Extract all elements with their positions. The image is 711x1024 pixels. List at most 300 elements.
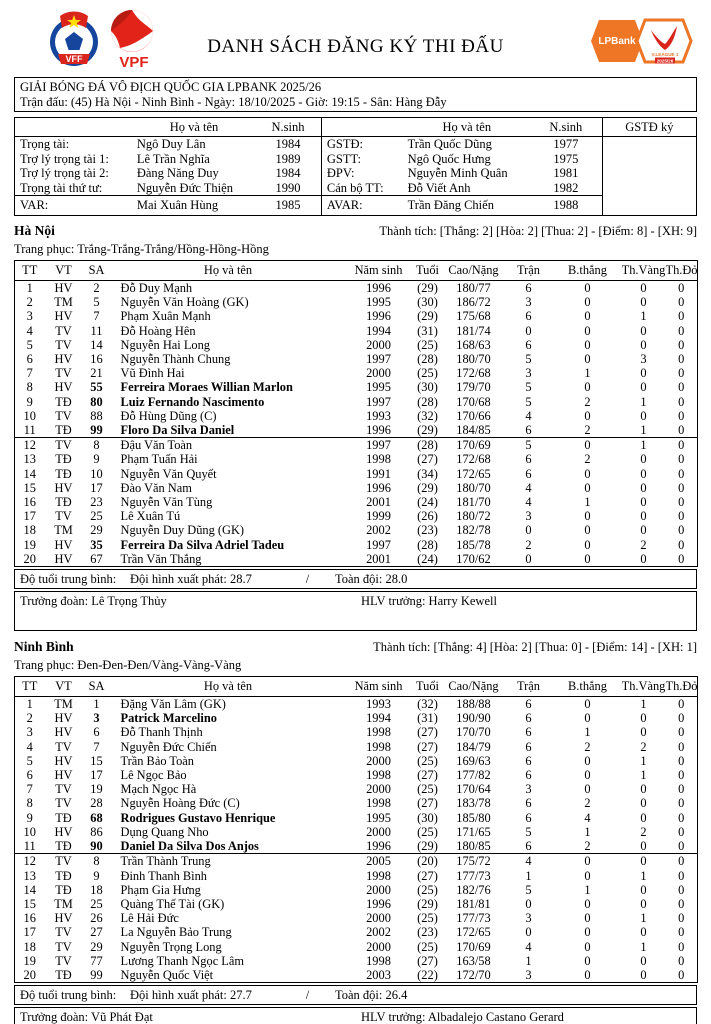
player-cell: 2 — [93, 281, 100, 295]
player-cell: 0 — [584, 697, 591, 712]
player-cell: 177/73 — [456, 911, 491, 926]
player-cell: (34) — [417, 466, 438, 481]
player-cell: 0 — [640, 380, 647, 395]
player-cell: 1 — [640, 768, 647, 783]
official-cell: Đàng Năng Duy — [136, 166, 219, 180]
player-cell: 0 — [678, 323, 685, 338]
player-cell: 0 — [584, 295, 591, 310]
player-cell: 0 — [640, 810, 647, 825]
player-cell: 0 — [584, 953, 591, 968]
player-cell: 15 — [90, 753, 103, 768]
player-cell: HV — [54, 768, 73, 783]
player-cell: 3 — [525, 366, 532, 381]
player-cell: 182/76 — [456, 882, 491, 897]
player-cell: 3 — [525, 509, 532, 524]
player-cell: 8 — [26, 796, 33, 811]
official-cell: Lê Trần Nghĩa — [136, 151, 210, 166]
player-cell: 175/72 — [444, 854, 504, 869]
player-cell: 0 — [678, 537, 685, 552]
player-cell: 0 — [678, 452, 685, 467]
official-cell: VAR: — [15, 196, 133, 216]
player-cell: 6 — [93, 725, 100, 740]
player-cell: TV — [55, 953, 72, 968]
player-cell: 1 — [640, 697, 647, 712]
officials-header-birth: N.sinh — [530, 118, 602, 137]
player-cell: 172/68 — [456, 366, 491, 381]
player-cell: 1997 — [366, 537, 391, 552]
player-cell: 1995 — [366, 810, 391, 825]
player-cell: 4 — [504, 854, 554, 869]
player-cell: 3 — [640, 352, 647, 367]
player-cell: 186/72 — [456, 295, 491, 310]
player-name: Phạm Tuấn Hải — [120, 452, 198, 467]
player-cell: TĐ — [55, 882, 72, 897]
player-row — [15, 409, 698, 423]
player-name: Vũ Đình Hai — [120, 366, 185, 381]
player-cell: 0 — [640, 366, 647, 381]
player-cell: 2002 — [366, 523, 391, 538]
player-row — [15, 324, 698, 338]
player-cell: 0 — [678, 352, 685, 367]
player-cell: 55 — [90, 380, 103, 395]
player-cell: 0 — [584, 925, 591, 940]
match-info-box — [14, 77, 697, 112]
player-cell: 2 — [584, 739, 591, 754]
player-name: Nguyễn Thành Chung — [120, 352, 231, 367]
player-cell: 18 — [23, 523, 36, 538]
player-cell: (30) — [417, 295, 438, 310]
player-cell: 5 — [525, 394, 532, 409]
player-cell: 1 — [584, 366, 591, 381]
player-cell: 0 — [640, 495, 647, 510]
player-cell: 0 — [640, 839, 647, 854]
column-header: Tuổi — [412, 677, 444, 697]
player-cell: (32) — [417, 408, 438, 423]
player-cell: 3 — [93, 711, 100, 726]
player-cell: (25) — [417, 782, 438, 797]
player-cell: 0 — [584, 911, 591, 926]
player-row — [15, 897, 698, 911]
player-cell: 1 — [622, 438, 666, 453]
player-cell: HV — [54, 537, 73, 552]
player-cell: 2 — [584, 839, 591, 854]
player-cell: 4 — [525, 480, 532, 495]
player-row — [15, 869, 698, 883]
player-cell: 6 — [525, 697, 532, 712]
player-cell: 0 — [584, 967, 591, 982]
player-cell: TV — [55, 408, 72, 423]
player-cell: 0 — [640, 466, 647, 481]
player-cell: 1 — [93, 697, 100, 712]
player-cell: 8 — [26, 380, 33, 395]
player-cell: (32) — [417, 697, 438, 712]
players-header-row — [15, 677, 698, 697]
officials-table — [14, 117, 697, 216]
official-cell: Trợ lý trọng tài 2: — [20, 166, 109, 180]
player-cell: 2000 — [366, 366, 391, 381]
player-cell: 20 — [23, 551, 36, 566]
player-cell: 1998 — [366, 768, 391, 783]
official-cell: 1984 — [255, 166, 321, 181]
player-cell: 90 — [90, 839, 103, 854]
player-cell: 172/65 — [456, 466, 491, 481]
player-cell: 67 — [90, 551, 103, 566]
player-name: Daniel Da Silva Dos Anjos — [120, 839, 259, 854]
official-cell: 1975 — [530, 152, 602, 167]
player-cell: (27) — [417, 739, 438, 754]
player-cell: 1998 — [366, 725, 391, 740]
player-cell: TĐ — [55, 394, 72, 409]
player-cell: (28) — [412, 438, 444, 453]
player-cell: TV — [55, 337, 72, 352]
player-cell: 6 — [525, 452, 532, 467]
officials-body — [15, 137, 697, 216]
player-row — [15, 711, 698, 725]
player-cell: 1 — [640, 868, 647, 883]
player-cell: 6 — [26, 352, 33, 367]
team-record: Thành tích: [Thắng: 4] [Hòa: 2] [Thua: 0] - [Điểm: 14] - [XH: 1] — [373, 640, 697, 655]
player-row — [15, 740, 698, 754]
player-cell: 15 — [23, 480, 36, 495]
player-cell: 6 — [26, 768, 33, 783]
player-cell: 5 — [525, 352, 532, 367]
player-cell: TV — [45, 438, 83, 453]
player-cell: 172/65 — [456, 925, 491, 940]
player-cell: 3 — [525, 782, 532, 797]
player-cell: 2 — [26, 295, 33, 310]
player-row — [15, 452, 698, 466]
player-cell: 0 — [678, 495, 685, 510]
player-cell: 179/70 — [456, 380, 491, 395]
player-row — [15, 968, 698, 983]
player-cell: (25) — [417, 824, 438, 839]
player-cell: 3 — [26, 309, 33, 324]
player-cell: 184/79 — [456, 739, 491, 754]
player-cell: 0 — [678, 839, 685, 854]
player-cell: 0 — [678, 295, 685, 310]
official-row — [15, 166, 697, 181]
player-name: Nguyễn Hai Long — [120, 337, 210, 352]
var-row — [15, 196, 697, 216]
player-cell: HV — [54, 380, 73, 395]
player-cell: 99 — [90, 423, 103, 438]
player-cell: 28 — [90, 796, 103, 811]
player-cell: 2000 — [366, 337, 391, 352]
player-cell: (28) — [417, 352, 438, 367]
player-cell: 0 — [640, 711, 647, 726]
player-cell: 2 — [640, 824, 647, 839]
team-record: Thành tích: [Thắng: 2] [Hòa: 2] [Thua: 2] - [Điểm: 8] - [XH: 9] — [379, 224, 697, 238]
player-cell: 180/77 — [456, 281, 491, 295]
player-cell: 6 — [525, 423, 532, 438]
official-cell: 1984 — [255, 137, 321, 152]
player-row — [15, 854, 698, 869]
player-cell: 175/68 — [456, 309, 491, 324]
average-age-row — [14, 569, 697, 589]
official-row — [15, 137, 697, 152]
player-cell: 1 — [640, 423, 647, 438]
player-cell: TM — [54, 523, 73, 538]
player-name: Nguyễn Văn Tùng — [120, 495, 213, 510]
player-cell: 2002 — [366, 925, 391, 940]
player-cell: HV — [54, 480, 73, 495]
player-cell: 1991 — [366, 466, 391, 481]
player-row — [15, 883, 698, 897]
player-cell: 1 — [640, 753, 647, 768]
player-cell: 180/85 — [456, 839, 491, 854]
player-cell: TV — [55, 366, 72, 381]
player-name: Rodrigues Gustavo Henrique — [120, 810, 276, 825]
player-cell: 23 — [90, 495, 103, 510]
player-name: Trần Bảo Toàn — [120, 753, 194, 768]
column-header: B.thắng — [554, 677, 622, 697]
player-cell: (30) — [417, 810, 438, 825]
player-cell: 0 — [678, 366, 685, 381]
official-cell: 1981 — [530, 166, 602, 181]
player-cell: 2003 — [366, 967, 391, 982]
player-cell: 5 — [525, 882, 532, 897]
player-cell: 1996 — [366, 480, 391, 495]
player-cell: 0 — [678, 810, 685, 825]
player-row — [15, 911, 698, 925]
player-cell: 0 — [678, 739, 685, 754]
player-row — [15, 782, 698, 796]
player-cell: 1 — [640, 939, 647, 954]
player-cell: (25) — [417, 911, 438, 926]
player-cell: 68 — [90, 810, 103, 825]
player-cell: 0 — [640, 337, 647, 352]
player-cell: 183/78 — [456, 796, 491, 811]
player-cell: 0 — [678, 551, 685, 566]
player-cell: 0 — [584, 782, 591, 797]
player-cell: 1999 — [366, 509, 391, 524]
player-row — [15, 352, 698, 366]
player-cell: (25) — [417, 366, 438, 381]
player-cell: 0 — [584, 337, 591, 352]
player-cell: 1995 — [366, 380, 391, 395]
player-cell: 0 — [640, 782, 647, 797]
player-cell: 1997 — [366, 352, 391, 367]
player-cell: 5 — [504, 438, 554, 453]
player-row — [15, 825, 698, 839]
player-cell: (27) — [417, 768, 438, 783]
player-cell: 0 — [584, 408, 591, 423]
avg-age-full-squad: Toàn đội: 26.4 — [335, 987, 408, 1002]
player-row — [15, 281, 698, 296]
staff-row — [14, 1007, 697, 1024]
player-cell: TM — [54, 295, 73, 310]
official-cell: 1985 — [255, 196, 321, 216]
subs-body — [15, 438, 698, 567]
player-name: Trần Văn Thắng — [120, 551, 202, 566]
player-cell: 27 — [90, 925, 103, 940]
player-cell: HV — [54, 309, 73, 324]
player-cell: 1 — [26, 281, 33, 295]
player-cell: HV — [54, 911, 73, 926]
player-cell: 2 — [26, 711, 33, 726]
player-cell: 3 — [525, 911, 532, 926]
player-cell: 1993 — [366, 408, 391, 423]
player-name: Đỗ Hùng Dũng (C) — [120, 408, 217, 423]
player-cell: 1996 — [366, 839, 391, 854]
player-cell: 4 — [525, 408, 532, 423]
player-cell: (28) — [417, 537, 438, 552]
player-row — [15, 538, 698, 552]
player-cell: 2000 — [366, 753, 391, 768]
player-cell: 0 — [584, 480, 591, 495]
player-cell: (27) — [417, 796, 438, 811]
player-cell: 10 — [23, 408, 36, 423]
player-row — [15, 467, 698, 481]
player-cell: 14 — [90, 337, 103, 352]
player-cell: (27) — [417, 868, 438, 883]
player-cell: 1995 — [366, 295, 391, 310]
column-header: Họ và tên — [111, 261, 346, 281]
avg-age-full-squad: Toàn đội: 28.0 — [335, 571, 408, 586]
player-cell: 0 — [622, 854, 666, 869]
player-cell: 0 — [678, 796, 685, 811]
head-coach: HLV trưởng: Albadalejo Castano Gerard — [361, 1010, 564, 1024]
player-name: Nguyễn Duy Dũng (GK) — [120, 523, 245, 538]
player-cell: 181/74 — [456, 323, 491, 338]
player-cell: 0 — [640, 953, 647, 968]
player-cell: 1998 — [366, 796, 391, 811]
players-table-header — [15, 261, 698, 281]
player-cell: 1996 — [366, 896, 391, 911]
player-cell: 0 — [666, 438, 698, 453]
player-cell: 4 — [525, 939, 532, 954]
player-name: Lương Thanh Ngọc Lâm — [120, 953, 244, 968]
player-name: Lê Hải Đức — [120, 911, 179, 926]
player-cell: 5 — [93, 295, 100, 310]
player-cell: 2001 — [366, 495, 391, 510]
player-cell: TĐ — [55, 466, 72, 481]
official-cell: Trần Quốc Dũng — [407, 137, 492, 151]
player-cell: 0 — [678, 281, 685, 295]
player-cell: 2000 — [366, 911, 391, 926]
column-header: Cao/Nặng — [444, 677, 504, 697]
player-cell: 13 — [23, 452, 36, 467]
player-cell: 1998 — [366, 739, 391, 754]
player-row — [15, 309, 698, 323]
players-table — [14, 260, 698, 567]
player-cell: 0 — [584, 768, 591, 783]
player-cell: 0 — [678, 967, 685, 982]
player-cell: 6 — [525, 810, 532, 825]
player-cell: 2000 — [366, 882, 391, 897]
column-header: Th.Đỏ — [666, 261, 698, 281]
player-name: Dụng Quang Nho — [120, 824, 209, 839]
player-cell: 0 — [640, 295, 647, 310]
player-cell: 1 — [584, 882, 591, 897]
player-cell: 0 — [584, 939, 591, 954]
player-cell: 185/78 — [456, 537, 491, 552]
player-cell: TĐ — [55, 839, 72, 854]
player-cell: 19 — [23, 953, 36, 968]
player-cell: 170/69 — [444, 438, 504, 453]
team-name: Hà Nội — [14, 223, 55, 238]
player-cell: (31) — [417, 323, 438, 338]
official-cell: Trọng tài: — [20, 137, 70, 151]
player-cell: TV — [55, 939, 72, 954]
team-kit: Trang phục: Trắng-Trắng-Trắng/Hồng-Hồng-Hồng — [14, 242, 269, 256]
player-cell: 16 — [23, 911, 36, 926]
player-cell: 2 — [584, 423, 591, 438]
player-cell: 0 — [678, 337, 685, 352]
player-cell: 1 — [525, 953, 532, 968]
player-cell: 170/64 — [456, 782, 491, 797]
vleague-text: V.LEAGUE 1 — [651, 52, 679, 57]
player-cell: (27) — [417, 725, 438, 740]
player-cell: 0 — [678, 896, 685, 911]
player-cell: 0 — [584, 896, 591, 911]
officials-header-sign: GSTĐ ký — [602, 118, 696, 137]
player-name: Quàng Thế Tài (GK) — [120, 896, 225, 911]
player-cell: 6 — [525, 725, 532, 740]
avg-age-label: Độ tuổi trung bình: — [20, 571, 117, 586]
player-cell: 0 — [678, 423, 685, 438]
player-cell: 7 — [93, 739, 100, 754]
player-cell: 17 — [90, 768, 103, 783]
starters-body — [15, 697, 698, 854]
player-cell: (29) — [417, 896, 438, 911]
player-row — [15, 295, 698, 309]
official-cell: Cán bộ TT: — [326, 180, 384, 195]
player-name: Floro Da Silva Daniel — [120, 423, 235, 438]
player-cell: 0 — [584, 380, 591, 395]
player-cell: 14 — [23, 466, 36, 481]
svg-text:VFF: VFF — [65, 54, 83, 64]
officials-header-name: Họ và tên — [404, 118, 530, 137]
player-cell: 177/82 — [456, 768, 491, 783]
player-cell: 0 — [640, 882, 647, 897]
player-name: Lê Ngọc Bảo — [120, 768, 187, 783]
player-cell: 3 — [525, 967, 532, 982]
player-cell: 26 — [90, 911, 103, 926]
average-age-row — [14, 985, 697, 1005]
player-cell: HV — [54, 551, 73, 566]
player-cell: 1998 — [366, 868, 391, 883]
player-cell: 19 — [90, 782, 103, 797]
column-header: Trận — [504, 261, 554, 281]
player-name: Ferreira Da Silva Adriel Tadeu — [120, 537, 285, 552]
player-cell: 1997 — [366, 394, 391, 409]
player-row — [15, 725, 698, 739]
player-cell: 10 — [23, 824, 36, 839]
player-cell: 0 — [554, 854, 622, 869]
column-header: Cao/Nặng — [444, 261, 504, 281]
player-cell: (29) — [417, 281, 438, 295]
player-cell: 0 — [554, 438, 622, 453]
player-row — [15, 338, 698, 352]
player-cell: (24) — [417, 495, 438, 510]
player-cell: 9 — [93, 452, 100, 467]
player-cell: TV — [55, 782, 72, 797]
player-cell: 6 — [525, 768, 532, 783]
player-cell: 0 — [640, 480, 647, 495]
player-cell: 2 — [584, 796, 591, 811]
player-row — [15, 380, 698, 394]
subs-body — [15, 854, 698, 983]
column-header: Năm sinh — [346, 261, 412, 281]
player-cell: 0 — [678, 868, 685, 883]
player-cell: 2000 — [366, 824, 391, 839]
player-name: Nguyễn Văn Hoàng (GK) — [120, 295, 249, 310]
official-cell: Nguyễn Minh Quân — [407, 166, 508, 180]
player-name: La Nguyễn Bảo Trung — [120, 925, 232, 940]
player-cell: TV — [55, 739, 72, 754]
player-cell: 1996 — [366, 309, 391, 324]
